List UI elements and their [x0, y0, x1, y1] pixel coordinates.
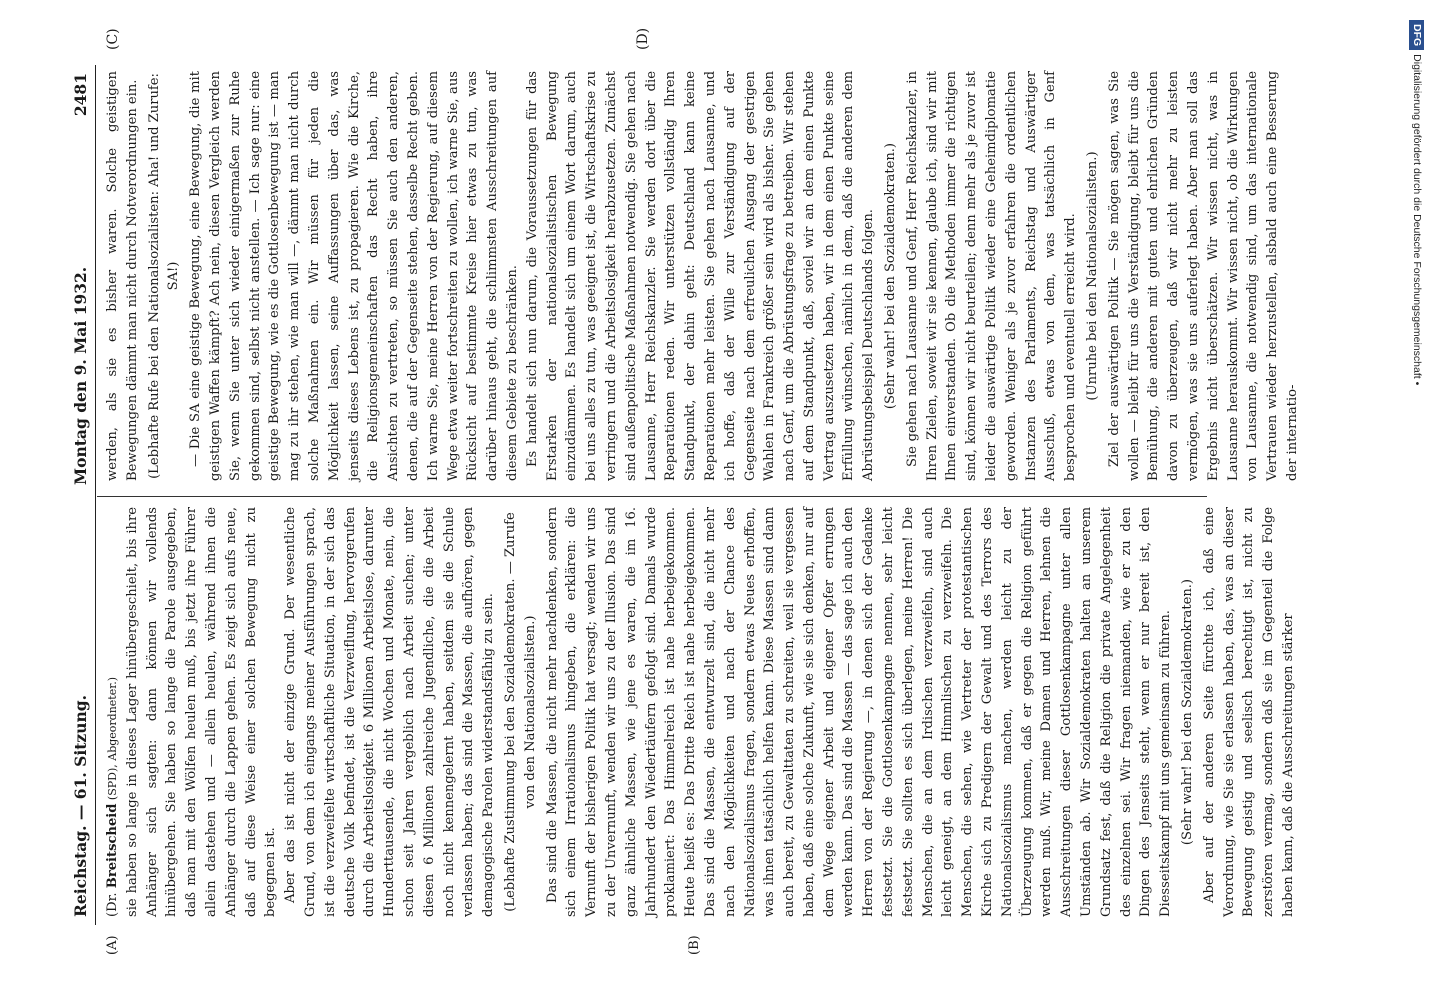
header-rule: [95, 65, 96, 925]
paragraph: Ziel der auswärtigen Politik — Sie mögen sagen, was Sie wollen — bleibt für uns die Verständigung, bleibt für uns die Bemühung, die anderen mit guten und ehrlichen Gründen davon zu überzeugen, daß wir nicht mehr zu leisten vermögen, was sie uns auferlegt haben. Aber man soll das Ergebnis nicht überschätzen. Wir wissen nicht, was in Lausanne herauskommt. Wir wissen nicht, ob die Wirkungen von Lausanne, die notwendig sind, um das internationale Vertrauen wieder herzustellen, alsbald auch eine Besserung der internatio-: [1106, 71, 1301, 481]
margin-marker-b: (B): [687, 935, 702, 955]
margin-marker-c: (C): [105, 28, 121, 50]
paragraph: Das sind die Massen, die nicht mehr nachdenken, sondern sich einem Irrationalismus hingeben, die erklären: die Vernunft der bisherigen Politik hat versagt; wenden wir uns zu der Unvernunft, wenden wir uns zu der Illusion. Das sind ganz ähnliche Massen, wie jene es waren, die im 16. Jahrhundert den Wiedertäufern gefolgt sind. Damals wurde proklamiert: Das Himmelreich ist nahe herbeigekommen. Heute heißt es: Das Dritte Reich ist nahe herbeigekommen. Das sind die Massen, die entwurzelt sind, die nicht mehr nach den Möglichkeiten und nach der Chance des Nationalsozialismus fragen, sondern etwas Neues erhoffen, was ihnen tatsächlich helfen kann. Diese Massen sind dann auch bereit, zu Gewalttaten zu schreiten, weil sie vergessen haben, daß eine solche Zukunft, wie sie sich denken, nur auf dem Wege eigener Arbeit und eigener Opfer errungen werden kann. Das sind die Massen — das sage ich auch den Herren von der Regierung —, in denen sich der Gedanke festsetzt. Sie die Gottlosenkampagne nennen, sehr leicht festsetzt. Sie sollten es sich überlegen, meine Herren! Die Menschen, die an dem Irdischen verzweifeln, sind auch leicht geneigt, an dem Himmlischen zu verzweifeln. Die Menschen, die sehen, wie Vertreter der protestantischen Kirche sich zu Predigern der Gewalt und des Terrors des Nationalsozialismus machen, werden leicht zu der Überzeugung kommen, daß er gegen die Religion geführt werden muß. Wir, meine Damen und Herren, lehnen die Ausschreitungen dieser Gottlosenkampagne unter allen Umständen ab. Wir Sozialdemokraten halten an unserem Grundsatz fest, daß die Religion die private Angelegenheit des einzelnen sei. Wir fragen niemanden, wie er zu den Dingen des Jenseits steht, wenn er nur bereit ist, den Diesseitskampf mit uns gemeinsam zu führen.: [544, 507, 1174, 917]
interjection: (Sehr wahr! bei den Sozialdemokraten.): [883, 142, 899, 410]
paragraph: Es handelt sich nun darum, die Voraussetzungen für das Erstarken der nationalsozialistischen Bewegung einzudämmen. Es handelt sich um einem Wort darum, auch bei uns alles zu tun, was geeignet ist, die Wirtschaftskrise zu verringern und die Arbeitslosigkeit herabzusetzen. Zunächst sind außenpolitische Maßnahmen notwendig. Sie gehen nach Lausanne, Herr Reichskanzler. Sie werden dort über die Reparationen reden. Wir unterstützen vollständig Ihren Standpunkt, der dahin geht: Deutschland kann keine Reparationen mehr leisten. Sie gehen nach Lausanne, und ich hoffe, daß der Wille zur Verständigung auf der Gegenseite nach dem erfreulichen Ausgang der gestrigen Wahlen in Frankreich größer sein wird als bisher. Sie gehen nach Genf, um die Abrüstungsfrage zu betreiben. Wir stehen auf dem Standpunkt, daß, soviel wir an dem einen Punkte Vertrag auszusetzen haben, wir in dem einen Punkte seine Erfüllung wünschen, nämlich in dem, daß die anderen dem Abrüstungsbeispiel Deutschlands folgen.: [524, 71, 877, 481]
right-column: [103, 71, 1301, 481]
paragraph: sie haben so lange in dieses Lager hinübergeschielt, bis ihre Anhänger sich sagten: dann können wir vollends hinübergehen. Sie haben so lange die Parole ausgegeben, daß man mit den Wölfen heulen muß, bis jetzt ihre Führer allein dastehen und — allein heulen, während ihnen die Anhänger durch die Lappen gehen. Es zeigt sich aufs neue, daß auf diese Weise einer solchen Bewegung nicht zu begegnen ist.: [124, 507, 279, 917]
paragraph: Aber das ist nicht der einzige Grund. Der wesentliche Grund, von dem ich eingangs meiner Ausführungen sprach, ist die verzweifelte wirtschaftliche Situation, in der sich das deutsche Volk befindet, ist die Verzweiflung, hervorgerufen durch die Arbeitslosigkeit. 6 Millionen Arbeitslose, darunter Hunderttausende, die nicht Wochen und Monate, nein, die schon seit Jahren vergeblich nach Arbeit suchen; unter diesen 6 Millionen zahlreiche Jugendliche, die die Arbeit noch nicht kennengelernt haben, seitdem sie die Schule verlassen haben; das sind die Massen, die aufhören, gegen demagogische Parolen widerstandsfähig zu sein.: [283, 507, 497, 917]
speaker-prefix: (Dr.: [105, 888, 120, 917]
page-header: [67, 65, 97, 925]
header-session: Reichstag. — 61. Sitzung.: [71, 695, 90, 917]
interjection: (Lebhafte Zustimmung bei den Sozialdemokraten. — Zurufe von den Nationalsozialisten.): [502, 512, 538, 912]
speaker-name: Breitscheid: [105, 803, 120, 889]
speaker-line: [103, 507, 123, 917]
left-column: [103, 507, 1297, 917]
paragraph: werden, als sie es bisher waren. Solche geistigen Bewegungen dämmt man nicht durch Notverordnungen ein.: [105, 71, 140, 481]
credit-text: Digitalisierung gefördert durch die Deutsche Forschungsgemeinschaft •: [1411, 54, 1423, 386]
paragraph: — Die SA eine geistige Bewegung, eine Bewegung, die mit geistigen Waffen kämpft? Ach nein, diesen Vergleich werden Sie, wenn Sie unter sich wieder einigermaßen zur Ruhe gekommen sind, selbst nicht anstellen. — Ich sage nur: eine geistige Bewegung, wie es die Gottlosenbewegung ist — man mag zu ihr stehen, wie man will —, dämmt man nicht durch solche Maßnahmen ein. Wir müssen für jeden die Möglichkeit lassen, seine Auffassungen über das, was jenseits dieses Lebens ist, zu propagieren. Wie die Kirche, die Religionsgemeinschaften das Recht haben, ihre Ansichten zu vertreten, so müssen Sie auch den anderen, denen, die auf der Gegenseite stehen, dasselbe Recht geben. Ich warne Sie, meine Herren von der Regierung, auf diesem Wege etwa weiter fortschreiten zu wollen, ich warne Sie, aus Rücksicht auf bestimmte Kreise hier etwas zu tun, was darüber hinaus geht, die schlimmsten Ausschreitungen auf diesem Gebiete zu beschränken.: [188, 71, 520, 481]
digitization-credit: [1406, 20, 1428, 680]
interjection: (Lebhafte Rufe bei den Nationalsozialisten: Aha! und Zurufe: SA!): [146, 73, 182, 479]
header-page-number: 2481: [71, 73, 90, 117]
margin-marker-d: (D): [635, 27, 651, 50]
interjection: (Sehr wahr! bei den Sozialdemokraten.): [1180, 578, 1196, 846]
paragraph: Sie gehen nach Lausanne und Genf, Herr Reichskanzler, in Ihren Zielen, soweit wir sie kennen, glaube ich, sind wir mit Ihnen einverstanden. Ob die Methoden immer die richtigen sind, können wir nicht beurteilen; denn mehr als je zuvor ist leider die auswärtige Politik wieder eine Geheimdiplomatie geworden. Weniger als je zuvor erfahren die ordentlichen Instanzen des Parlaments, Reichstag und Auswärtiger Ausschuß, etwas von dem, was tatsächlich in Genf besprochen und eventuell erreicht wird.: [904, 71, 1079, 481]
rotated-page: [67, 27, 1301, 955]
interjection: (Unruhe bei den Nationalsozialisten.): [1085, 151, 1101, 401]
dfg-logo: DFG: [1409, 20, 1424, 50]
column-divider: [97, 496, 1207, 497]
header-date: Montag den 9. Mai 1932.: [71, 266, 90, 485]
paragraph: Aber auf der anderen Seite fürchte ich, daß eine Verordnung, wie Sie sie erlassen haben, das, was an dieser Bewegung geistig und seelisch berechtigt ist, nicht zu zerstören vermag, sondern daß sie im Gegenteil die Folge haben kann, daß die Ausschreitungen stärker: [1201, 507, 1297, 917]
margin-marker-a: (A): [105, 935, 120, 955]
speaker-party: (SPD), Abgeordneter.): [106, 676, 119, 804]
